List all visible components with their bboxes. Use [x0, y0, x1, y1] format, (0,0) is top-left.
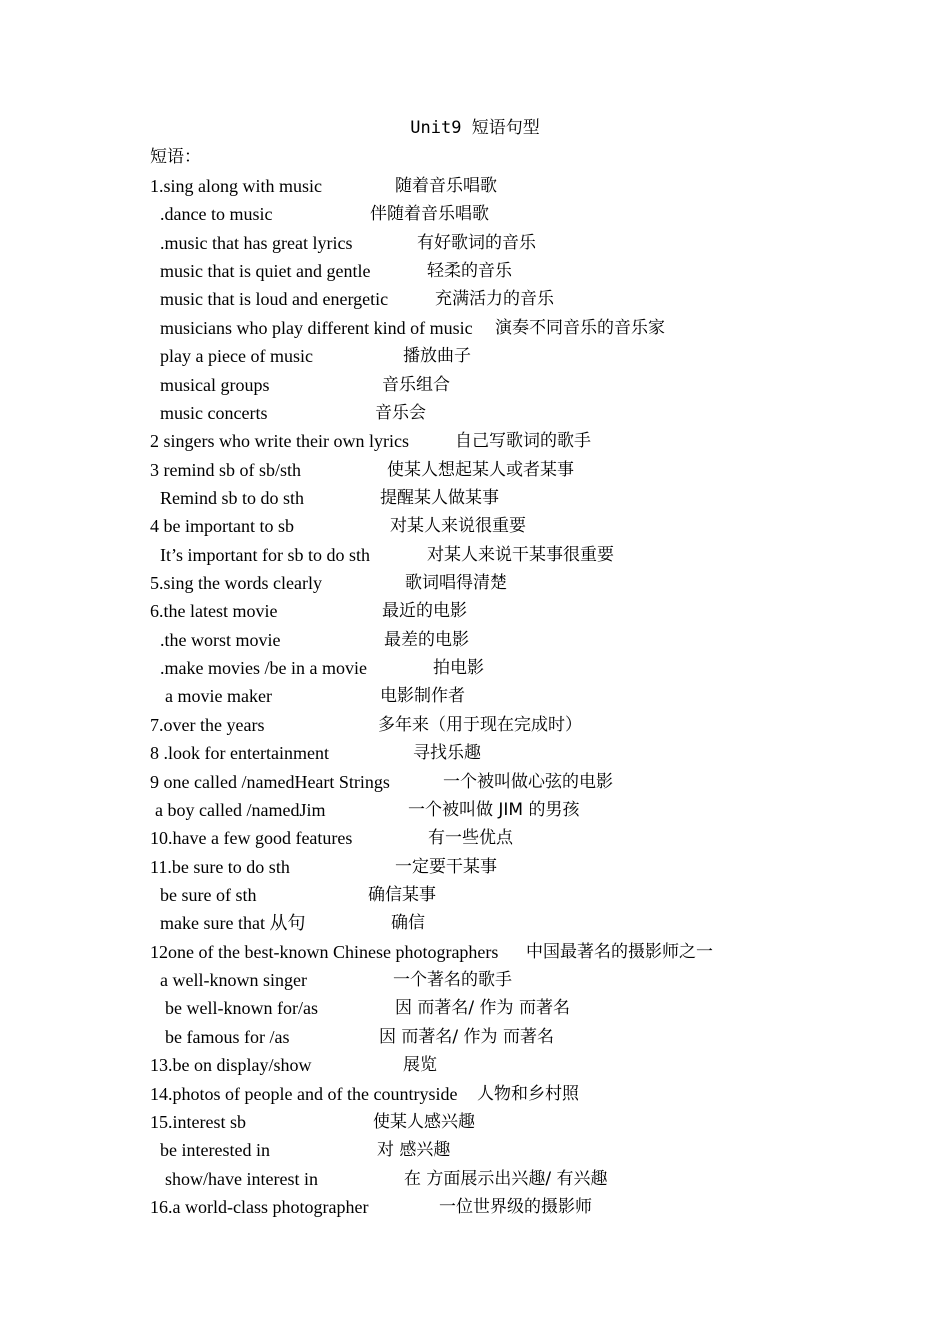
phrase-en: It’s important for sb to do sth	[160, 544, 370, 565]
phrase-row	[150, 682, 910, 710]
phrase-row	[150, 1193, 910, 1221]
phrase-en: 1.sing along with music	[150, 176, 322, 196]
phrase-en: a well-known singer	[160, 970, 307, 991]
phrase-row	[150, 229, 910, 257]
phrase-row	[150, 739, 910, 767]
phrase-en: 7.over the years	[150, 714, 265, 735]
phrase-row	[150, 796, 910, 824]
phrase-row	[150, 881, 910, 909]
phrase-en: 6.the latest movie	[150, 601, 278, 622]
phrase-row	[150, 654, 910, 682]
phrase-en: .make movies /be in a movie	[160, 658, 367, 679]
phrase-cn: 一个被叫做心弦的电影	[443, 771, 613, 792]
phrase-cn: 音乐组合	[382, 374, 450, 395]
phrase-row	[150, 342, 910, 370]
phrase-row	[150, 257, 910, 285]
page-title: Unit9 短语句型	[410, 118, 540, 138]
phrase-row	[150, 1023, 910, 1051]
phrase-cn: 展览	[403, 1055, 437, 1076]
phrase-row	[150, 966, 910, 994]
phrase-en: 13.be on display/show	[150, 1055, 312, 1076]
phrase-cn: 一定要干某事	[395, 856, 497, 877]
phrase-cn: 轻柔的音乐	[427, 261, 512, 282]
phrase-row	[150, 824, 910, 852]
phrase-en: 8 .look for entertainment	[150, 743, 329, 764]
phrase-cn: 最差的电影	[384, 629, 469, 650]
phrase-cn: 最近的电影	[382, 601, 467, 622]
phrase-cn: 演奏不同音乐的音乐家	[495, 317, 665, 338]
phrase-row	[150, 541, 910, 569]
phrase-row	[150, 626, 910, 654]
phrase-row	[150, 172, 910, 200]
phrase-en: musicians who play different kind of music	[160, 317, 473, 338]
phrase-cn: 有好歌词的音乐	[417, 232, 536, 253]
phrase-row	[150, 1051, 910, 1079]
phrase-en: musical groups	[160, 374, 270, 395]
phrase-en: 9 one called /namedHeart Strings	[150, 771, 390, 792]
phrase-row	[150, 314, 910, 342]
phrase-en: music that is quiet and gentle	[160, 261, 371, 282]
phrase-en: 14.photos of people and of the countryside	[150, 1083, 458, 1104]
phrase-cn: 因 而著名/ 作为 而著名	[379, 1026, 554, 1047]
phrase-cn: 使某人感兴趣	[373, 1111, 475, 1132]
phrase-cn: 随着音乐唱歌	[395, 176, 497, 196]
phrase-row	[150, 1080, 910, 1108]
phrase-en: .dance to music	[160, 204, 273, 225]
phrase-cn: 电影制作者	[380, 686, 465, 707]
phrase-cn: 一个著名的歌手	[393, 970, 512, 991]
phrase-cn: 中国最著名的摄影师之一	[526, 941, 713, 962]
phrase-cn: 拍电影	[433, 658, 484, 679]
phrase-en: a movie maker	[165, 686, 272, 707]
phrase-cn: 有一些优点	[428, 828, 513, 849]
phrase-cn: 歌词唱得清楚	[405, 573, 507, 594]
phrase-row	[150, 768, 910, 796]
phrase-en: play a piece of music	[160, 346, 313, 367]
phrase-en: .music that has great lyrics	[160, 232, 353, 253]
phrase-en: be famous for /as	[165, 1026, 290, 1047]
phrase-en: 3 remind sb of sb/sth	[150, 459, 301, 480]
phrase-row	[150, 399, 910, 427]
phrase-row	[150, 597, 910, 625]
phrase-en: make sure that 从句	[160, 913, 306, 934]
phrase-cn: 播放曲子	[403, 346, 471, 367]
phrase-row	[150, 1108, 910, 1136]
phrase-en: 15.interest sb	[150, 1111, 246, 1132]
phrase-row	[150, 853, 910, 881]
phrase-cn: 对 感兴趣	[377, 1140, 451, 1161]
phrase-cn: 一个被叫做 JIM 的男孩	[408, 799, 580, 820]
phrase-cn: 充满活力的音乐	[435, 289, 554, 310]
phrase-en: 11.be sure to do sth	[150, 856, 290, 877]
phrase-en: 2 singers who write their own lyrics	[150, 431, 409, 452]
phrase-en: music concerts	[160, 402, 268, 423]
phrase-cn: 伴随着音乐唱歌	[370, 204, 489, 225]
phrase-cn: 寻找乐趣	[413, 743, 481, 764]
phrase-cn: 使某人想起某人或者某事	[387, 459, 574, 480]
phrase-en: be well-known for/as	[165, 998, 318, 1019]
phrase-en: Remind sb to do sth	[160, 487, 305, 508]
phrase-row	[150, 512, 910, 540]
phrase-cn: 确信某事	[368, 884, 436, 905]
phrase-en: music that is loud and energetic	[160, 289, 389, 310]
phrase-row	[150, 994, 910, 1022]
phrase-en: 5.sing the words clearly	[150, 573, 322, 594]
phrase-en: 4 be important to sb	[150, 516, 294, 537]
phrase-cn: 因 而著名/ 作为 而著名	[395, 998, 570, 1019]
phrase-row	[150, 200, 910, 228]
phrase-cn: 音乐会	[375, 402, 426, 423]
phrase-row	[150, 1136, 910, 1164]
phrase-en: a boy called /namedJim	[155, 799, 326, 820]
phrase-cn: 多年来（用于现在完成时）	[378, 714, 582, 735]
phrase-cn: 人物和乡村照	[477, 1083, 579, 1104]
phrase-row	[150, 371, 910, 399]
phrase-en: 12one of the best-known Chinese photographers	[150, 941, 499, 962]
phrase-cn: 提醒某人做某事	[380, 487, 499, 508]
phrase-row	[150, 484, 910, 512]
phrase-row	[150, 909, 910, 937]
phrase-row	[150, 456, 910, 484]
phrase-en: be sure of sth	[160, 884, 257, 905]
phrase-list	[150, 172, 910, 1221]
phrase-row	[150, 938, 910, 966]
phrase-cn: 对某人来说很重要	[390, 516, 526, 537]
phrase-cn: 对某人来说干某事很重要	[427, 544, 614, 565]
phrase-en: 10.have a few good features	[150, 828, 353, 849]
phrase-cn: 在 方面展示出兴趣/ 有兴趣	[404, 1168, 608, 1189]
phrase-en: be interested in	[160, 1140, 270, 1161]
phrase-row	[150, 711, 910, 739]
phrase-en: .the worst movie	[160, 629, 281, 650]
phrase-cn: 确信	[391, 913, 425, 934]
phrase-row	[150, 569, 910, 597]
phrase-row	[150, 427, 910, 455]
section-label: 短语：	[150, 147, 201, 167]
phrase-row	[150, 1165, 910, 1193]
phrase-en: 16.a world-class photographer	[150, 1196, 369, 1217]
phrase-row	[150, 285, 910, 313]
phrase-cn: 自己写歌词的歌手	[455, 431, 591, 452]
phrase-en: show/have interest in	[165, 1168, 318, 1189]
phrase-cn: 一位世界级的摄影师	[439, 1196, 592, 1217]
